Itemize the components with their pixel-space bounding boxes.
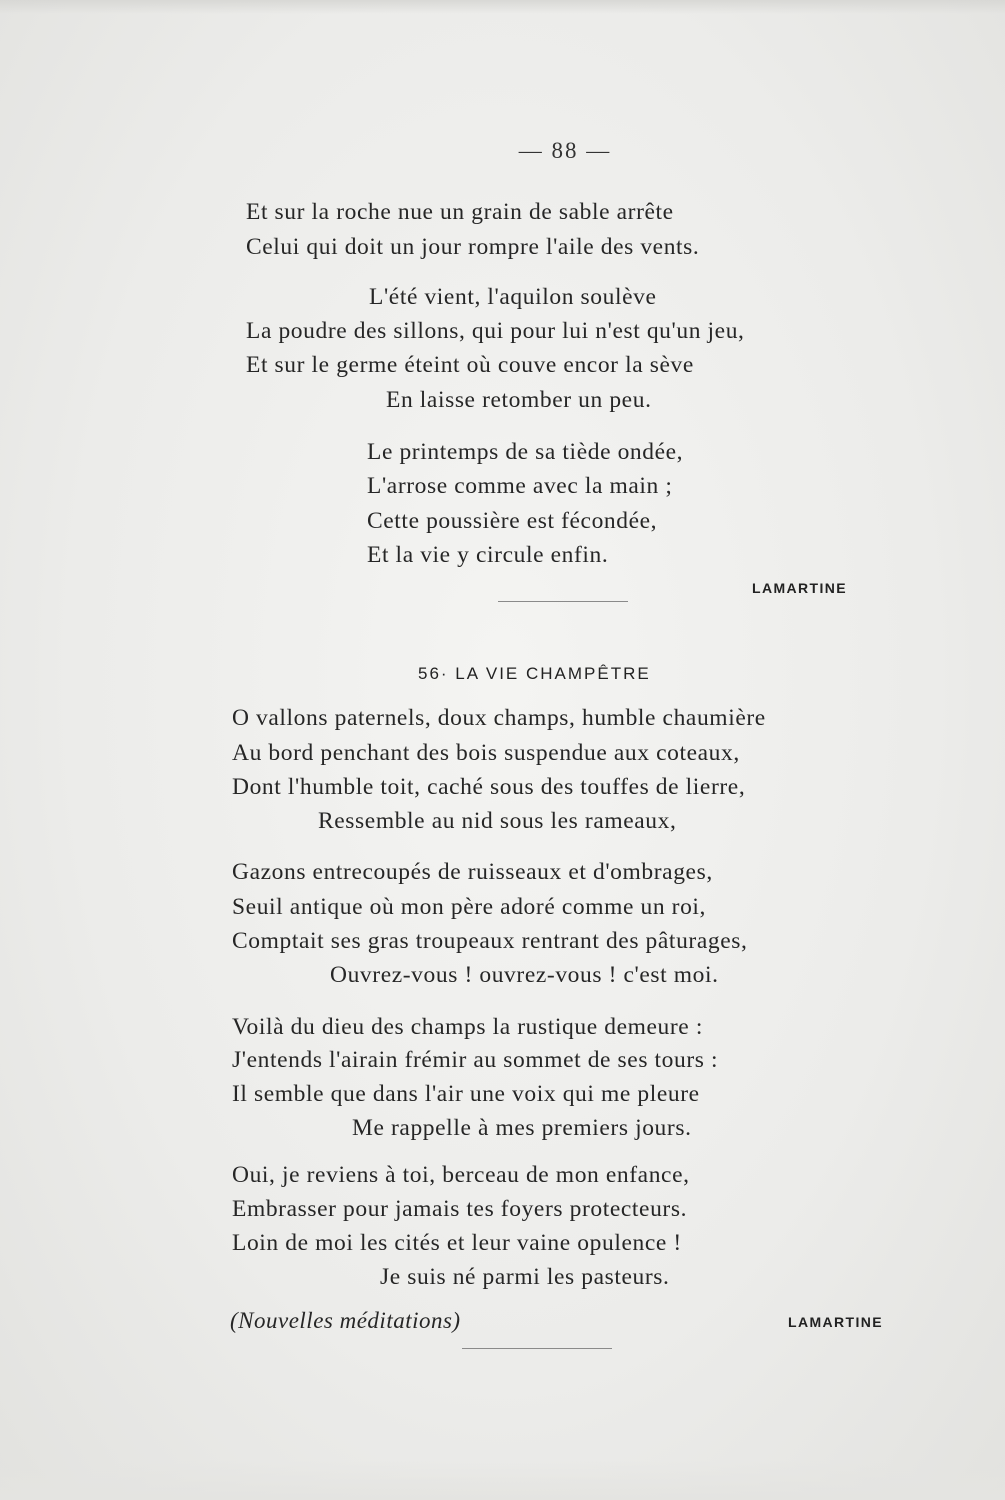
poem1-line-2: Celui qui doit un jour rompre l'aile des vents. xyxy=(246,234,700,260)
poem2-line-4: Ressemble au nid sous les rameaux, xyxy=(318,808,677,834)
page-top-edge xyxy=(0,0,1005,14)
poem2-line-11: Il semble que dans l'air une voix qui me pleure xyxy=(232,1081,700,1107)
poem1-line-8: L'arrose comme avec la main ; xyxy=(367,473,673,499)
poem1-line-10: Et la vie y circule enfin. xyxy=(367,542,609,568)
poem1-line-1: Et sur la roche nue un grain de sable arrête xyxy=(246,199,674,225)
poem2-heading: 56· LA VIE CHAMPÊTRE xyxy=(418,664,651,683)
poem2-line-6: Seuil antique où mon père adoré comme un roi, xyxy=(232,894,707,920)
poem1-line-3: L'été vient, l'aquilon soulève xyxy=(369,284,657,310)
poem1-line-7: Le printemps de sa tiède ondée, xyxy=(367,439,684,465)
poem2-line-12: Me rappelle à mes premiers jours. xyxy=(352,1115,692,1141)
poem2-line-16: Je suis né parmi les pasteurs. xyxy=(380,1264,670,1290)
poem2-line-3: Dont l'humble toit, caché sous des touffes de lierre, xyxy=(232,774,746,800)
poem1-author: LAMARTINE xyxy=(752,580,848,596)
page-bottom-edge xyxy=(0,1460,1005,1500)
poem2-line-15: Loin de moi les cités et leur vaine opulence ! xyxy=(232,1230,682,1256)
poem2-line-14: Embrasser pour jamais tes foyers protecteurs. xyxy=(232,1196,688,1222)
poem1-line-6: En laisse retomber un peu. xyxy=(386,387,652,413)
poem2-line-10: J'entends l'airain frémir au sommet de ses tours : xyxy=(232,1047,719,1073)
poem2-line-8: Ouvrez-vous ! ouvrez-vous ! c'est moi. xyxy=(330,962,719,988)
poem2-source: (Nouvelles méditations) xyxy=(230,1308,461,1333)
poem2-line-1: O vallons paternels, doux champs, humble chaumière xyxy=(232,705,766,731)
end-divider xyxy=(462,1348,612,1349)
poem2-author: LAMARTINE xyxy=(788,1314,884,1330)
poem2-line-13: Oui, je reviens à toi, berceau de mon enfance, xyxy=(232,1162,690,1188)
poem1-line-4: La poudre des sillons, qui pour lui n'est qu'un jeu, xyxy=(246,318,745,344)
section-divider xyxy=(498,601,628,602)
poem1-line-9: Cette poussière est fécondée, xyxy=(367,508,658,534)
poem2-line-2: Au bord penchant des bois suspendue aux coteaux, xyxy=(232,740,740,766)
poem2-line-7: Comptait ses gras troupeaux rentrant des pâturages, xyxy=(232,928,748,954)
poem2-line-5: Gazons entrecoupés de ruisseaux et d'ombrages, xyxy=(232,859,713,885)
poem1-line-5: Et sur le germe éteint où couve encor la sève xyxy=(246,352,694,378)
poem2-line-9: Voilà du dieu des champs la rustique demeure : xyxy=(232,1014,703,1040)
page-number: — 88 — xyxy=(518,138,612,163)
